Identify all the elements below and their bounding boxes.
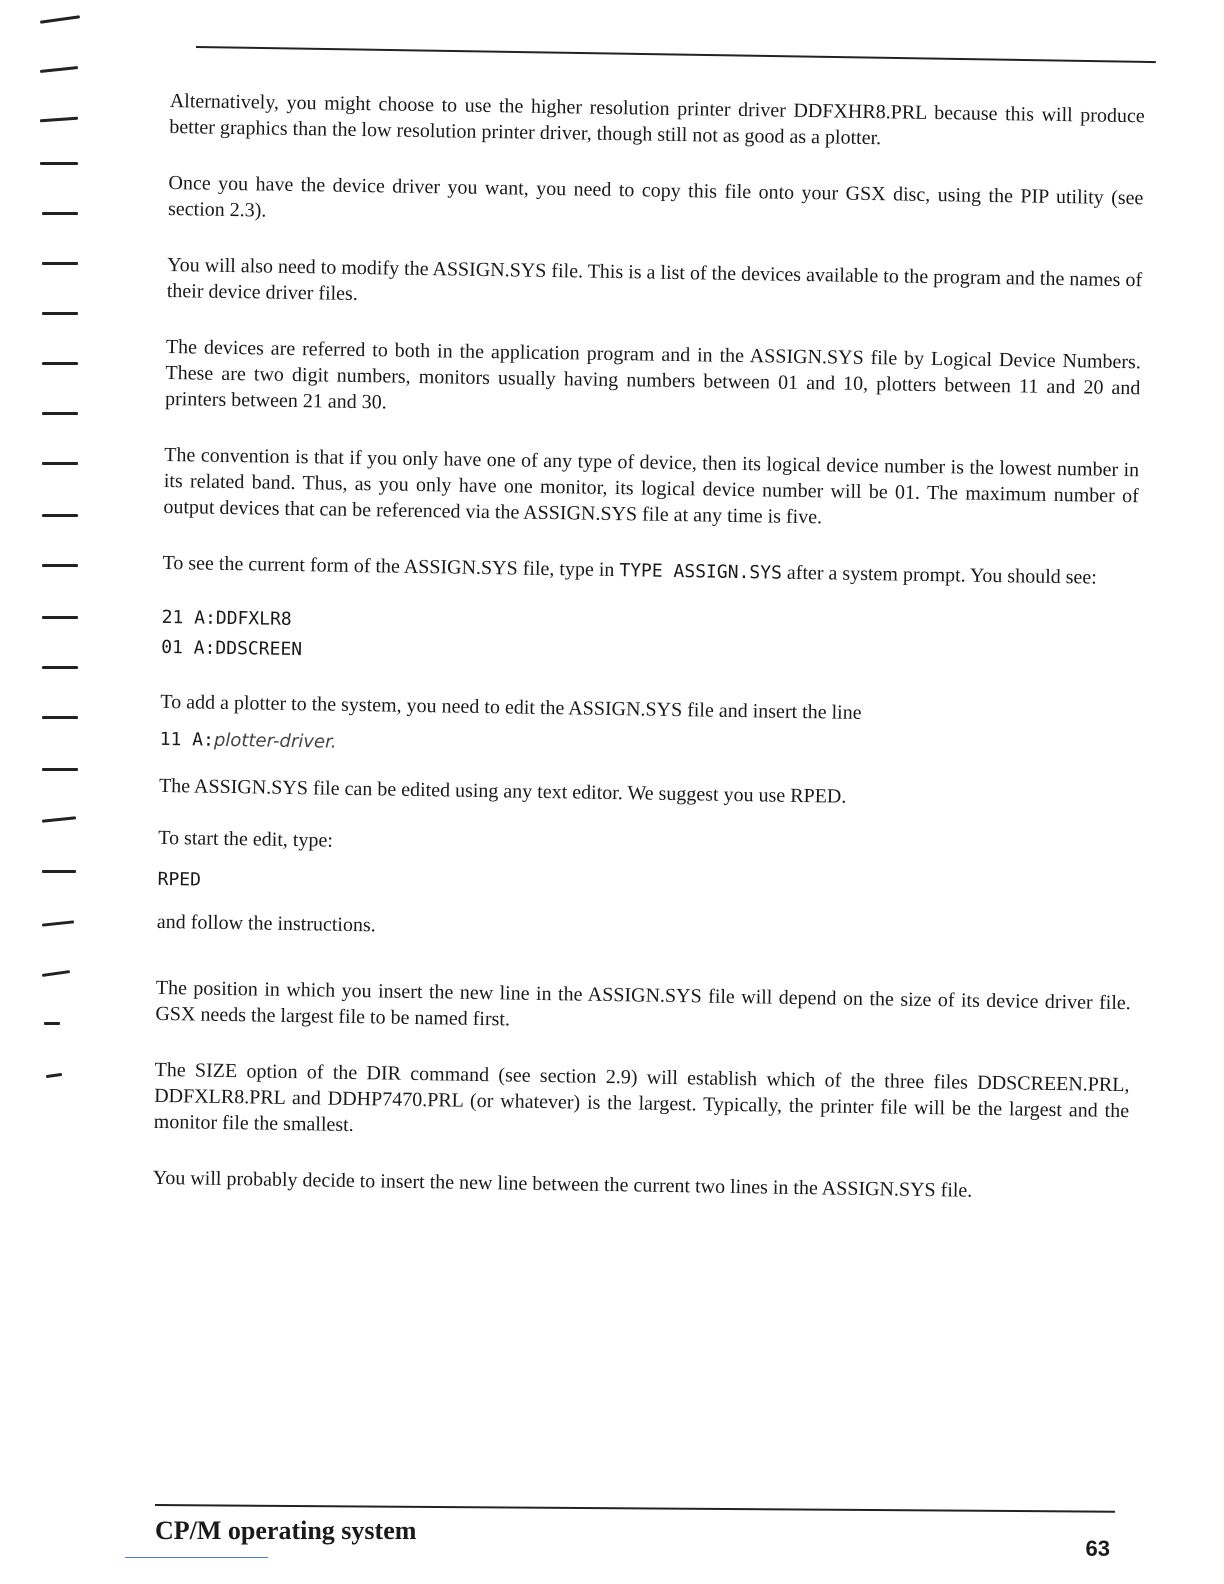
paragraph-assign-sys: You will also need to modify the ASSIGN.SYS file. This is a list of the devices available to the program and the names of their device driver files. (166, 253, 1143, 305)
paragraph-logical-device-numbers: The devices are referred to both in the application program and in the ASSIGN.SYS file by Logical Device Numbers. These are two digit numbers, monitors usually having numbers between 01 and 10, plotters between 11 and 20 and printers between 21 and 30. (164, 335, 1141, 414)
page-body (153, 88, 1145, 1206)
paragraph-see-current-form (162, 550, 1137, 592)
plotter-driver-placeholder: plotter-driver. (213, 729, 337, 753)
plotter-assign-prefix: 11 A: (159, 728, 215, 751)
paragraph-copy-driver: Once you have the device driver you want, you need to copy this file onto your GSX disc, using the PIP utility (see section 2.3). (167, 171, 1144, 222)
type-command: TYPE ASSIGN.SYS (619, 560, 783, 584)
paragraph-add-plotter: To add a plotter to the system, you need to edit the ASSIGN.SYS file and insert the line (160, 690, 862, 724)
paragraph-convention: The convention is that if you only have one of any type of device, then its logical device number is the lowest number in its related band. Thus, as you only have one monitor, its logical device number will be 01. The maximum number of output devices that can be referenced via the ASSIGN.SYS file at any time is five. (163, 443, 1140, 529)
page-number: 63 (1085, 1536, 1110, 1561)
rped-command: RPED (157, 868, 202, 891)
footer-rule (155, 1504, 1115, 1513)
assign-sys-line-screen: 01 A:DDSCREEN (161, 636, 303, 661)
scan-edge-line (125, 1557, 268, 1558)
paragraph-see-current-form-start: To see the current form of the ASSIGN.SYS file, type in (162, 551, 615, 582)
assign-sys-line-printer: 21 A:DDFXLR8 (161, 606, 292, 630)
paragraph-insert-new-line: You will probably decide to insert the new line between the current two lines in the ASSIGN.SYS file. (152, 1166, 973, 1202)
paragraph-start-edit: To start the edit, type: (158, 826, 334, 852)
paragraph-edit-with-rped: The ASSIGN.SYS file can be edited using any text editor. We suggest you use RPED. (158, 774, 847, 808)
plotter-assign-line (160, 725, 1135, 770)
paragraph-higher-resolution-driver: Alternatively, you might choose to use the higher resolution printer driver DDFXHR8.PRL because this will produce better graphics than the low resolution printer driver, though still not as good as a plotter. (169, 89, 1145, 150)
header-rule (196, 46, 1156, 63)
paragraph-follow-instructions: and follow the instructions. (156, 910, 376, 937)
footer-title: CP/M operating system (155, 1516, 417, 1545)
paragraph-see-current-form-end: after a system prompt. You should see: (786, 561, 1098, 589)
paragraph-insert-position: The position in which you insert the new line in the ASSIGN.SYS file will depend on the size of its device driver file. GSX needs the largest file to be named first. (155, 976, 1131, 1031)
binding-margin-marks (38, 0, 98, 1584)
paragraph-size-option: The SIZE option of the DIR command (see section 2.9) will establish which of the three files DDSCREEN.PRL, DDFXLR8.PRL and DDHP7470.PRL (or whatever) is the largest. Typically, the printer file will be the largest and the monitor file the smallest. (153, 1058, 1130, 1137)
